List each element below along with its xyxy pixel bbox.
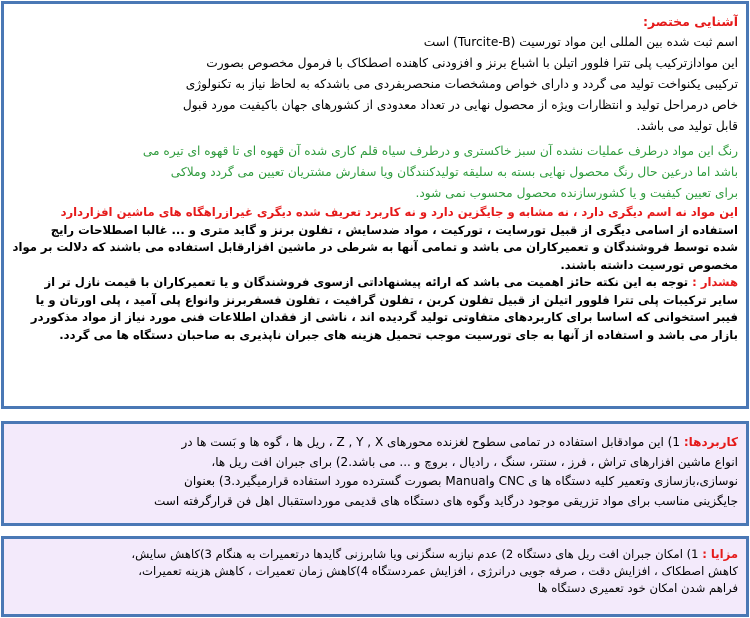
- applications-line: نوسازی،بازسازی وتعمیر کلیه دستگاه ها ی CNC وManual بصورت گسترده مورد استفاده قرارمیگیرد.3) بعنوان: [184, 474, 738, 488]
- naming-line: مخصوص تورسیت داشته باشند.: [560, 257, 738, 272]
- color-note-line: رنگ این مواد درطرف عملیات نشده آن سبز خاکستری و درطرف سیاه قلم کاری شده آن قهوه ای تا قهوه ای تیره می: [142, 144, 738, 158]
- applications-label: کاربردها:: [683, 435, 738, 449]
- advantages-first-line: [12, 546, 738, 563]
- advantages-line: کاهش اصطکاک ، افزایش دقت ، صرفه جویی درانرژی ، افزایش عمردستگاه 4)کاهش زمان تعمیرات ، کاهش هزینه تعمیرات،: [138, 564, 738, 578]
- advantages-text: 1) امکان جبران افت ریل های دستگاه 2) عدم نیازبه سنگزنی ویا شابرزنی گایدها درتعمیرات به هنگام 3)کاهش سایش،: [131, 547, 699, 561]
- applications-line: انواع ماشین افزارهای تراش ، فرز ، سنتر، سنگ ، رادیال ، بروچ و ... می باشد.2) برای جبران افت ریل ها،: [211, 454, 738, 469]
- warning-line: فیبر استخوانی که اساسا برای کاربردهای متفاوتی تولید گردیده اند ، ناشی از فقدان اطلاعات فنی مورد نیاز از مواد مذکوردر: [30, 310, 738, 324]
- naming-line: استفاده از اسامی دیگری از قبیل تورسایت ، تورکیت ، مواد ضدسایش ، تفلون برنز و گاید متری و ... غالبا اصطلاحات رایج: [50, 222, 738, 237]
- naming-title: این مواد نه اسم دیگری دارد ، نه مشابه و جایگزین دارد و نه کاربرد تعریف شده دیگری غیرازراهگاه های ماشین افزاردارد: [60, 205, 738, 219]
- intro-line: قابل تولید می باشد.: [636, 119, 738, 133]
- intro-line: ترکیبی یکنواخت تولید می گردد و دارای خواص ومشخصات منحصربفردی می باشدکه به لحاظ نیاز به تکنولوژی: [185, 77, 738, 91]
- advantages-line: فراهم شدن امکان خود تعمیری دستگاه ها: [537, 581, 738, 595]
- advantages-label: مزایا :: [702, 547, 738, 561]
- intro-panel: [1, 1, 749, 409]
- warning-text: توجه به این نکته حائز اهمیت می باشد که ارائه پیشنهاداتی ازسوی فروشندگان و یا تعمیرکاران با قیمت نازل تر از: [44, 275, 689, 289]
- warning-label: هشدار :: [692, 275, 738, 289]
- warning-line: بازار می باشد و استفاده از آنها به جای تورسیت موجب تحمیل هزینه های جبران ناپذیری به صاحبان دستگاه ها می گردد.: [59, 327, 738, 342]
- naming-line: شده توسط فروشندگان و تعمیرکاران می باشد و تمامی آنها به شرطی در ماشین افزارقابل استفاده می باشند که دلالت بر مواد: [12, 240, 738, 254]
- advantages-panel: [1, 536, 749, 617]
- intro-line: اسم ثبت شده بین المللی این مواد تورسیت (Turcite-B) است: [423, 35, 738, 49]
- intro-heading: آشنایی مختصر:: [642, 14, 738, 29]
- applications-line: جایگزینی مناسب برای مواد تزریقی موجود درگاید وگوه های دستگاه های قدیمی مورداستقبال اهل فن قرارگرفته است: [154, 493, 738, 508]
- applications-first-line: [12, 433, 738, 453]
- color-note-line: باشد اما درعین حال رنگ محصول نهایی بسته به سلیقه تولیدکنندگان ویا سفارش مشتریان تعیین می گردد وملاکی: [170, 165, 738, 179]
- warning-line: سایر ترکیبات پلی تترا فلوور اتیلن از قبیل تفلون کربن ، تفلون گرافیت ، تفلون فسفربرنز وانواع پلی آمید ، پلی اورتان و یا: [35, 292, 738, 307]
- applications-text: 1) این موادقابل استفاده در تمامی سطوح لغزنده محورهای Z , Y , X ، ریل ها ، گوه ها و بَست ها در: [181, 435, 681, 449]
- intro-line: این موادازترکیب پلی تترا فلوور اتیلن با اشباع برنز و افزودنی کاهنده اصطکاک با فرمول مخصوص بصورت: [206, 56, 738, 70]
- intro-line: خاص درمراحل تولید و انتظارات ویژه از محصول نهایی در تعداد معدودی از کشورهای جهان باکیفیت مورد قبول: [182, 98, 738, 112]
- color-note-line: برای تعیین کیفیت و یا کشورسازنده محصول محسوب نمی شود.: [415, 186, 738, 200]
- applications-panel: [1, 421, 749, 526]
- warning-first-line: [12, 274, 738, 292]
